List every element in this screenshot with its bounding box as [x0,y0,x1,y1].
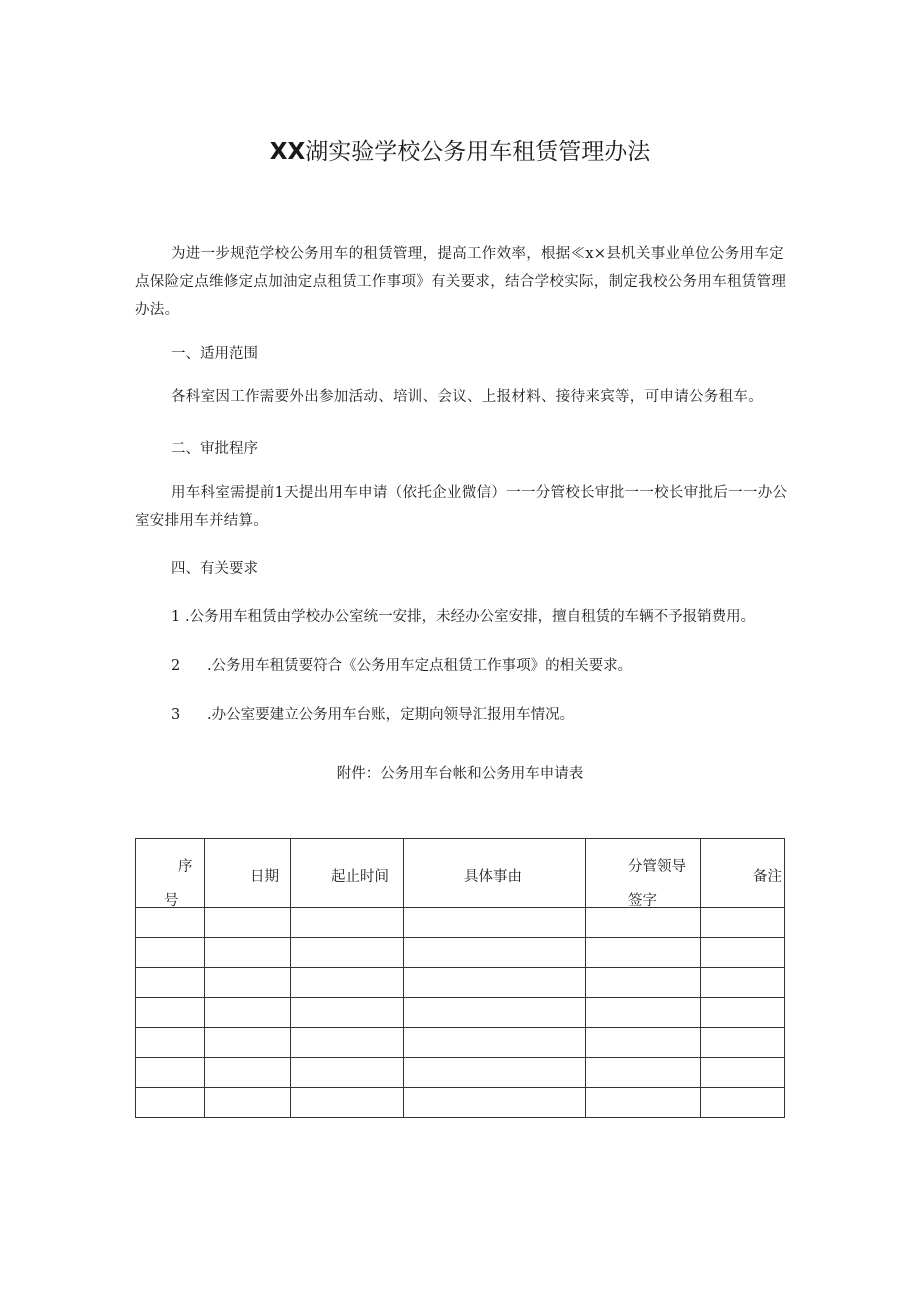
table-cell [291,1088,404,1118]
requirement-item-2 [171,654,632,675]
requirement-text: .办公室要建立公务用车台账，定期向领导汇报用车情况。 [207,707,575,723]
header-leader-sign [586,839,701,908]
table-row [136,998,785,1028]
table-row [136,1028,785,1058]
table-cell [586,1088,701,1118]
table-cell [205,908,291,938]
requirement-text: .公务用车租赁由学校办公室统一安排，未经办公室安排，擅自租赁的车辆不予报销费用。 [185,609,756,625]
table-cell [205,968,291,998]
table-cell [205,938,291,968]
requirement-number: 3 [171,707,181,723]
attachment-title: 附件：公务用车台帐和公务用车申请表 [336,766,584,782]
header-seq [136,839,205,908]
table-cell [136,1028,205,1058]
table-cell [586,938,701,968]
table-cell [404,938,586,968]
table-cell [701,1088,785,1118]
table-cell [701,938,785,968]
vehicle-log-table [135,838,785,1118]
table-cell [404,998,586,1028]
table-cell [291,968,404,998]
table-cell [701,1058,785,1088]
section2-text: 用车科室需提前1天提出用车申请（依托企业微信）一一分管校长审批一一校长审批后一一办公室安排用车并结算。 [135,485,788,529]
table-body [136,908,785,1118]
requirement-item-3 [171,703,574,724]
table-cell [586,998,701,1028]
section4-heading: 四、有关要求 [171,561,258,577]
table-cell [291,1058,404,1088]
table-cell [205,998,291,1028]
requirement-number: 1 [171,609,181,625]
table-cell [586,1058,701,1088]
table-cell [291,908,404,938]
table-cell [404,968,586,998]
title-prefix: XX [269,139,306,165]
requirement-text: .公务用车租赁要符合《公务用车定点租赁工作事项》的相关要求。 [207,658,633,674]
table-cell [701,968,785,998]
requirement-item-1 [171,605,755,626]
table-row [136,1088,785,1118]
table-row [136,1058,785,1088]
table-row [136,938,785,968]
table-cell [136,908,205,938]
header-seq-top: 序 [178,859,193,875]
title-main: 湖实验学校公务用车租赁管理办法 [305,139,651,165]
table-row [136,968,785,998]
section2-heading: 二、审批程序 [171,441,258,457]
header-reason: 具体事由 [404,839,586,908]
table-cell [404,1058,586,1088]
document-title [0,133,920,166]
table-cell [701,908,785,938]
table-cell [701,998,785,1028]
intro-paragraph: 为进一步规范学校公务用车的租赁管理，提高工作效率，根据≪x×县机关事业单位公务用车定点保险定点维修定点加油定点租赁工作事项》有关要求，结合学校实际，制定我校公务用车租赁管理办法。 [135,246,787,318]
table-cell [586,908,701,938]
table-cell [701,1028,785,1058]
table-cell [136,1088,205,1118]
header-sign-bottom: 签字 [628,893,657,909]
table-cell [404,1028,586,1058]
table-cell [586,968,701,998]
table-cell [136,968,205,998]
header-sign-top: 分管领导 [628,859,686,875]
table-cell [136,1058,205,1088]
header-note: 备注 [701,839,785,908]
header-date: 日期 [205,839,291,908]
table-cell [291,998,404,1028]
table-cell [291,1028,404,1058]
section1-heading: 一、适用范围 [171,346,258,362]
table-cell [136,998,205,1028]
table-cell [205,1088,291,1118]
table-cell [404,908,586,938]
header-time: 起止时间 [291,839,404,908]
table-cell [205,1058,291,1088]
table-header-row [136,839,785,908]
table-cell [205,1028,291,1058]
table-cell [404,1088,586,1118]
requirement-number: 2 [171,658,181,674]
table-cell [291,938,404,968]
table-cell [586,1028,701,1058]
table-row [136,908,785,938]
header-seq-bottom: 号 [164,893,179,909]
table-cell [136,938,205,968]
section1-text: 各科室因工作需要外出参加活动、培训、会议、上报材料、接待来宾等，可申请公务租车。 [171,389,763,405]
